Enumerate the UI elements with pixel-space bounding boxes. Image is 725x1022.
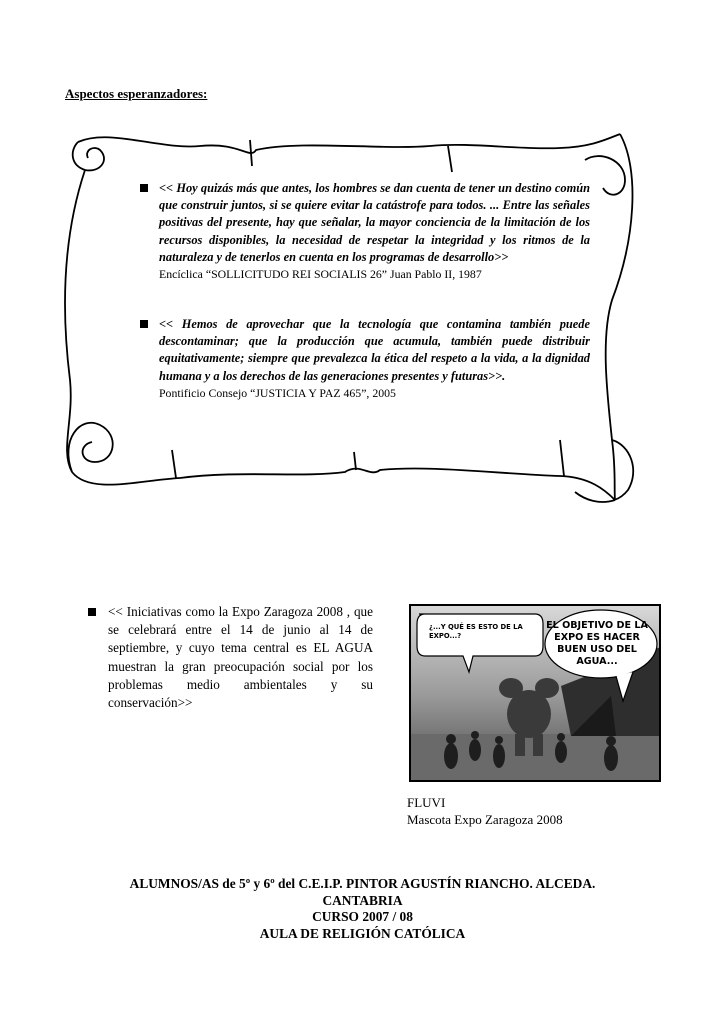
speech-bubble-left: ¿...Y QUÉ ES ESTO DE LA EXPO...?	[429, 623, 523, 640]
caption-title: FLUVI	[407, 795, 446, 810]
quote-encyclical	[140, 180, 590, 283]
mascot-comic-panel	[409, 604, 661, 782]
quote-pontifical-council	[140, 316, 590, 402]
comic-caption	[407, 794, 563, 828]
bullet-square-icon	[140, 320, 148, 328]
quote-source: Encíclica “SOLLICITUDO REI SOCIALIS 26” Juan Pablo II, 1987	[159, 267, 482, 282]
footer-region: CANTABRIA	[322, 892, 403, 908]
footer-course: CURSO 2007 / 08	[312, 909, 413, 925]
bullet-square-icon	[88, 608, 96, 616]
page-footer	[0, 876, 725, 942]
bullet-square-icon	[140, 184, 148, 192]
quote-source: Pontificio Consejo “JUSTICIA Y PAZ 465”, 2005	[159, 385, 396, 400]
footer-school: ALUMNOS/AS de 5º y 6º del C.E.I.P. PINTOR AGUSTÍN RIANCHO. ALCEDA.	[129, 876, 596, 891]
section-heading: Aspectos esperanzadores:	[65, 86, 208, 101]
footer-class: AULA DE RELIGIÓN CATÓLICA	[259, 925, 466, 941]
speech-bubble-right: EL OBJETIVO DE LA EXPO ES HACER BUEN USO DEL AGUA...	[546, 620, 648, 667]
quote-text: << Hoy quizás más que antes, los hombres se dan cuenta de tener un destino común que construir juntos, si se quiere evitar la catástrofe para todos. ... Entre las señales positivas del presente, hay que señalar, la mayor conciencia de la limitación de los recursos disponibles, la necesidad de respetar la integridad y los ritmos de la naturaleza y de tenerlos en cuenta en los programas de desarrollo>>	[159, 181, 590, 264]
quote-text: << Hemos de aprovechar que la tecnología que contamina también puede descontaminar; que la producción que acumula, también puede distribuir equitativamente; siempre que prevalezca la ética del respeto a la vida, a la dignidad humana y a los derechos de las generaciones presentes y futuras>>.	[159, 317, 590, 383]
initiative-paragraph	[88, 603, 373, 712]
caption-subtitle: Mascota Expo Zaragoza 2008	[407, 812, 563, 827]
initiative-text: << Iniciativas como la Expo Zaragoza 2008 , que se celebrará entre el 14 de junio al 14 de septiembre, y cuyo tema central es EL AGUA muestran la gran preocupación social por los problemas medio ambientales y su conservación>>	[108, 604, 373, 711]
